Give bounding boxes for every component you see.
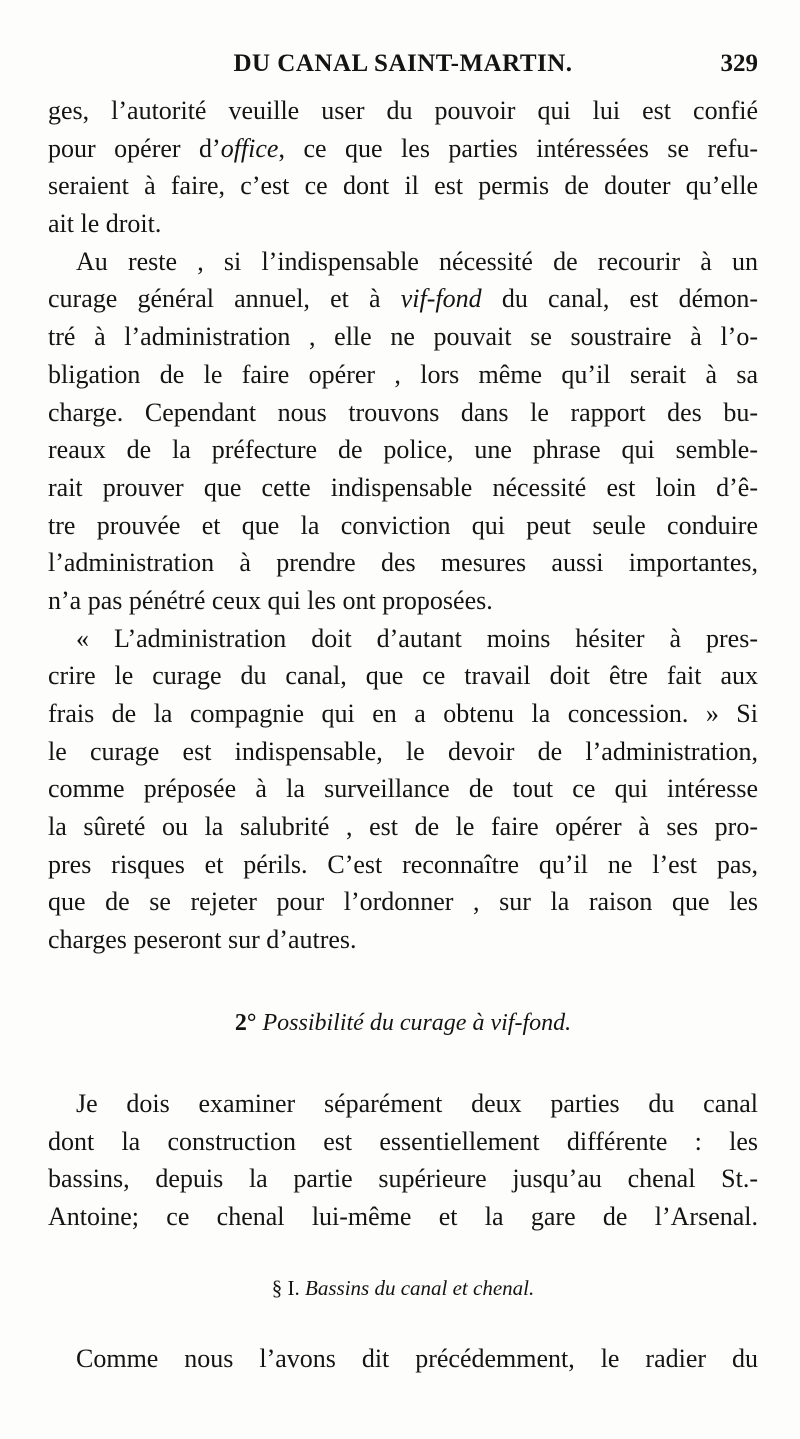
text-line: Antoine; ce chenal lui-même et la gare de l’Arsenal. <box>48 1202 758 1232</box>
paragraph <box>48 1340 758 1378</box>
text-fragment: curage général annuel, et à <box>48 284 401 314</box>
italic-word: vif-fond <box>400 284 482 314</box>
text-line: Au reste , si l’indispensable nécessité de recourir à un <box>76 246 758 276</box>
text-fragment: du canal, est démon- <box>481 284 758 314</box>
subsection-number: § I. <box>271 1276 300 1300</box>
section-number: 2° <box>234 1010 257 1036</box>
text-line: le curage est indispensable, le devoir de l’administration, <box>48 736 758 766</box>
running-head-title: DU CANAL SAINT-MARTIN. <box>233 50 573 77</box>
text-line: Je dois examiner séparément deux parties du canal <box>76 1089 758 1118</box>
text-line: que de se rejeter pour l’ordonner , sur la raison que les <box>48 887 758 917</box>
section-heading <box>48 1010 758 1037</box>
paragraph <box>48 1085 758 1236</box>
text-line: Comme nous l’avons dit précédemment, le radier du <box>76 1344 758 1373</box>
text-line: charges peseront sur d’autres. <box>48 925 357 955</box>
text-line <box>48 130 758 168</box>
body-text <box>48 92 758 959</box>
text-line: « L’administration doit d’autant moins hésiter à pres- <box>76 623 758 653</box>
running-head <box>48 50 758 84</box>
text-fragment: , ce que les parties intéressées se refu- <box>278 133 758 163</box>
text-line: charge. Cependant nous trouvons dans le rapport des bu- <box>48 397 758 427</box>
text-line: reaux de la préfecture de police, une phrase qui semble- <box>48 435 758 465</box>
text-line: l’administration à prendre des mesures aussi importantes, <box>48 548 758 578</box>
text-line: dont la construction est essentiellement différente : les <box>48 1126 758 1156</box>
subsection-heading <box>48 1276 758 1301</box>
subsection-title: Bassins du canal et chenal. <box>305 1276 535 1300</box>
text-line: pres risques et périls. C’est reconnaître qu’il ne l’est pas, <box>48 849 758 879</box>
text-line: tré à l’administration , elle ne pouvait se soustraire à l’o- <box>48 322 758 352</box>
text-line: bligation de le faire opérer , lors même qu’il serait à sa <box>48 359 758 389</box>
text-line: rait prouver que cette indispensable nécessité est loin d’ê- <box>48 472 758 502</box>
page-number: 329 <box>720 50 758 77</box>
italic-word: office <box>220 133 279 163</box>
text-line: la sûreté ou la salubrité , est de le faire opérer à ses pro- <box>48 812 758 842</box>
text-fragment: pour opérer d’ <box>48 133 221 163</box>
text-line: comme préposée à la surveillance de tout ce qui intéresse <box>48 774 758 804</box>
text-line: n’a pas pénétré ceux qui les ont proposées. <box>48 585 493 615</box>
text-line: frais de la compagnie qui en a obtenu la concession. » Si <box>48 699 758 728</box>
section-title: Possibilité du curage à vif-fond. <box>262 1010 572 1036</box>
text-line: bassins, depuis la partie supérieure jusqu’au chenal St.- <box>48 1164 758 1194</box>
text-line <box>48 280 758 318</box>
text-line: ait le droit. <box>48 209 162 239</box>
text-line: seraient à faire, c’est ce dont il est permis de douter qu’elle <box>48 171 758 201</box>
text-line: tre prouvée et que la conviction qui peut seule conduire <box>48 510 758 540</box>
text-line: crire le curage du canal, que ce travail doit être fait aux <box>48 661 758 691</box>
text-line: ges, l’autorité veuille user du pouvoir qui lui est confié <box>48 96 758 125</box>
